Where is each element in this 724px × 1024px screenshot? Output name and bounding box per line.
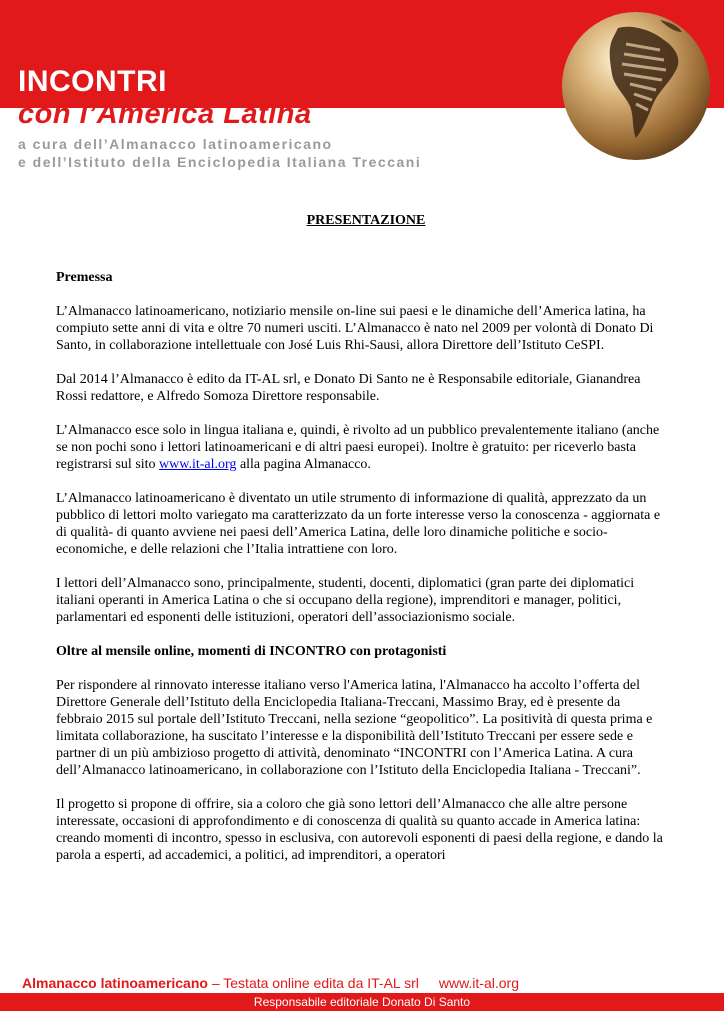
paragraph-3 bbox=[56, 422, 668, 473]
section-title-premessa: Premessa bbox=[56, 270, 113, 285]
document-body bbox=[56, 212, 668, 881]
paragraph-6: Per rispondere al rinnovato interesse italiano verso l'America latina, l'Almanacco ha accolto l’offerta del Direttore Generale dell’Istituto della Enciclopedia Italiana-Treccani, Massimo Bray, ed è presente da febbraio 2015 sul portale dell’Istituto Treccani, nella sezione “geopolitico”. La positività di questa prima e limitata collaborazione, ha suscitato l’interesse e la disponibilità dell’Istituto Treccani per essere sede e partner di un più ambizioso progetto di attività, denominato “INCONTRI con l’America Latina. A cura dell’Almanacco latinoamericano, in collaborazione con l’Istituto della Enciclopedia Italiana - Treccani”. bbox=[56, 678, 653, 778]
paragraph-2: Dal 2014 l’Almanacco è edito da IT-AL srl, e Donato Di Santo ne è Responsabile editoriale, Gianandrea Rossi redattore, e Alfredo Somoza Direttore responsabile. bbox=[56, 372, 641, 404]
footer-band bbox=[0, 993, 724, 1011]
footer-line bbox=[22, 975, 519, 991]
document-heading: PRESENTAZIONE bbox=[306, 213, 426, 228]
footer-url: www.it-al.org bbox=[438, 975, 519, 991]
globe-logo bbox=[560, 10, 712, 162]
footer-brand: Almanacco latinoamericano bbox=[22, 975, 208, 991]
paragraph-7: Il progetto si propone di offrire, sia a coloro che già sono lettori dell’Almanacco che alle altre persone interessate, occasioni di approfondimento e di conoscenza di qualità su quanto accade in America latina: creando momenti di incontro, spesso in esclusiva, con autorevoli esponenti di paesi della regione, e dando la parola a esperti, ad accademici, a politici, ad imprenditori, a operatori bbox=[56, 797, 663, 863]
paragraph-5: I lettori dell’Almanacco sono, principalmente, studenti, docenti, diplomatici (gran parte dei diplomatici italiani operanti in America Latina o che si occupano della regione), imprenditori e manager, politici, parlamentari ed esponenti delle istituzioni, operatori dell’associazionismo sociale. bbox=[56, 576, 635, 625]
footer-tagline: – Testata online edita da IT-AL srl bbox=[207, 975, 419, 991]
paragraph-4: L’Almanacco latinoamericano è diventato un utile strumento di informazione di qualità, apprezzato da un pubblico di lettori molto variegato ma caratterizzato da un forte interesse verso la conoscenza - aggiornata e di qualità- di quanto avviene nei paesi dell’America Latina, delle loro dinamiche politiche e socio-economiche, e delle relazioni che l’Italia intrattiene con loro. bbox=[56, 491, 661, 557]
paragraph-3-text-b: alla pagina Almanacco. bbox=[236, 457, 371, 472]
curator-line-2: e dell’Istituto della Enciclopedia Italiana Treccani bbox=[18, 154, 422, 170]
paragraph-1: L’Almanacco latinoamericano, notiziario mensile on-line sui paesi e le dinamiche dell’America latina, ha compiuto sette anni di vita e oltre 70 numeri usciti. L’Almanacco è nato nel 2009 per volontà di Donato Di Santo, in collaborazione intellettuale con José Luis Rhi-Sausi, allora Direttore dell’Istituto CeSPI. bbox=[56, 304, 654, 353]
itals-website-link[interactable]: www.it-al.org bbox=[159, 457, 237, 472]
header-subtitle: con l’America Latina bbox=[18, 98, 312, 130]
curator-line-1: a cura dell’Almanacco latinoamericano bbox=[18, 136, 333, 152]
section-title-incontri: Oltre al mensile online, momenti di INCONTRO con protagonisti bbox=[56, 644, 447, 659]
footer-band-text: Responsabile editoriale Donato Di Santo bbox=[253, 995, 471, 1009]
paragraph-3-text-a: L’Almanacco esce solo in lingua italiana e, quindi, è rivolto ad un pubblico prevalentemente italiano (anche se non pochi sono i lettori latinoamericani e di altri paesi europei). Inoltre è gratuito: per riceverlo basta registrarsi sul sito bbox=[56, 423, 660, 472]
header-title: INCONTRI bbox=[18, 65, 167, 98]
